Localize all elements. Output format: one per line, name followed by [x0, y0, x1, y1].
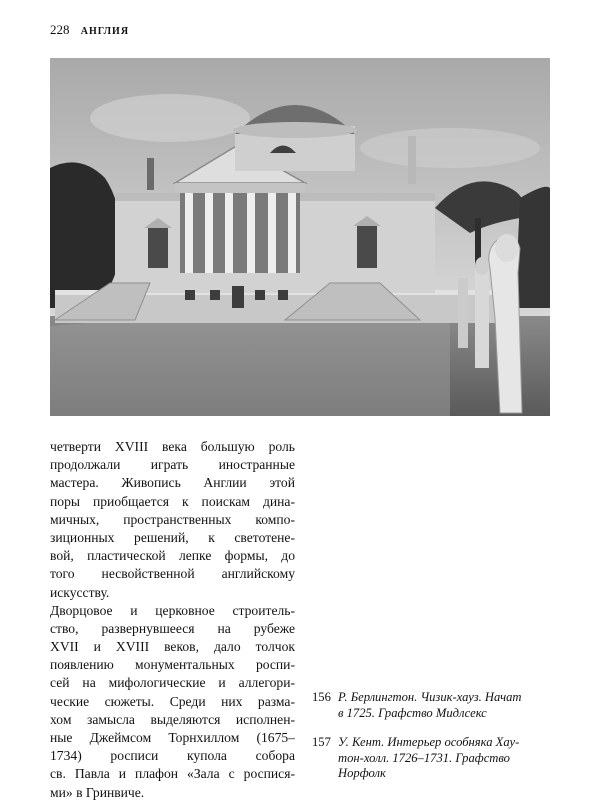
page-header — [50, 22, 129, 38]
body-line: ми» в Гринвиче. — [50, 784, 145, 800]
body-line: 1734) росписи купола собора — [50, 748, 295, 764]
caption-text — [338, 735, 557, 782]
running-title: АНГЛИЯ — [80, 26, 130, 37]
body-line: ство, развернувшееся на рубеже — [50, 620, 295, 636]
body-line: мастера. Живопись Англии этой — [50, 475, 295, 491]
body-line: зиционных решений, к светотене- — [50, 529, 295, 545]
caption-line: Норфолк — [338, 766, 386, 780]
caption-line: Р. Берлингтон. Чизик-хауз. Начат — [338, 690, 522, 704]
body-line: того несвойственной английскому — [50, 566, 295, 582]
photo-chiswick-house — [50, 58, 550, 416]
body-text — [50, 438, 295, 802]
body-line: мичных, пространственных компо- — [50, 511, 295, 527]
caption-157 — [312, 735, 557, 782]
caption-number: 157 — [312, 735, 331, 749]
caption-number: 156 — [312, 690, 331, 704]
caption-text — [338, 690, 557, 721]
body-line: ные Джеймсом Торнхиллом (1675– — [50, 730, 295, 746]
body-line: св. Павла и плафон «Зала с роспися- — [50, 766, 295, 782]
body-line: вой, пластической лепке формы, до — [50, 548, 295, 564]
body-line: ческие сюжеты. Среди них разма- — [50, 693, 295, 709]
page-number: 228 — [50, 22, 70, 37]
body-line: искусству. — [50, 584, 110, 600]
body-line: продолжали играть иностранные — [50, 457, 295, 473]
caption-line: в 1725. Графство Мидлсекс — [338, 705, 487, 720]
body-line: четверти XVIII века большую роль — [50, 439, 295, 454]
caption-line: тон-холл. 1726–1731. Графство — [338, 750, 510, 765]
body-line: появлению монументальных роспи- — [50, 657, 295, 673]
caption-line: У. Кент. Интерьер особняка Хау- — [338, 735, 520, 749]
figure-captions — [312, 690, 557, 796]
body-line: XVII и XVIII веков, дало толчок — [50, 639, 295, 655]
body-line: сей на мифологические и аллегори- — [50, 675, 295, 691]
body-line: Дворцовое и церковное строитель- — [50, 602, 295, 618]
photo-illustration — [50, 58, 550, 416]
body-line: поры приобщается к поискам дина- — [50, 493, 295, 509]
body-line: хом замысла выделяются исполнен- — [50, 711, 295, 727]
caption-156 — [312, 690, 557, 721]
